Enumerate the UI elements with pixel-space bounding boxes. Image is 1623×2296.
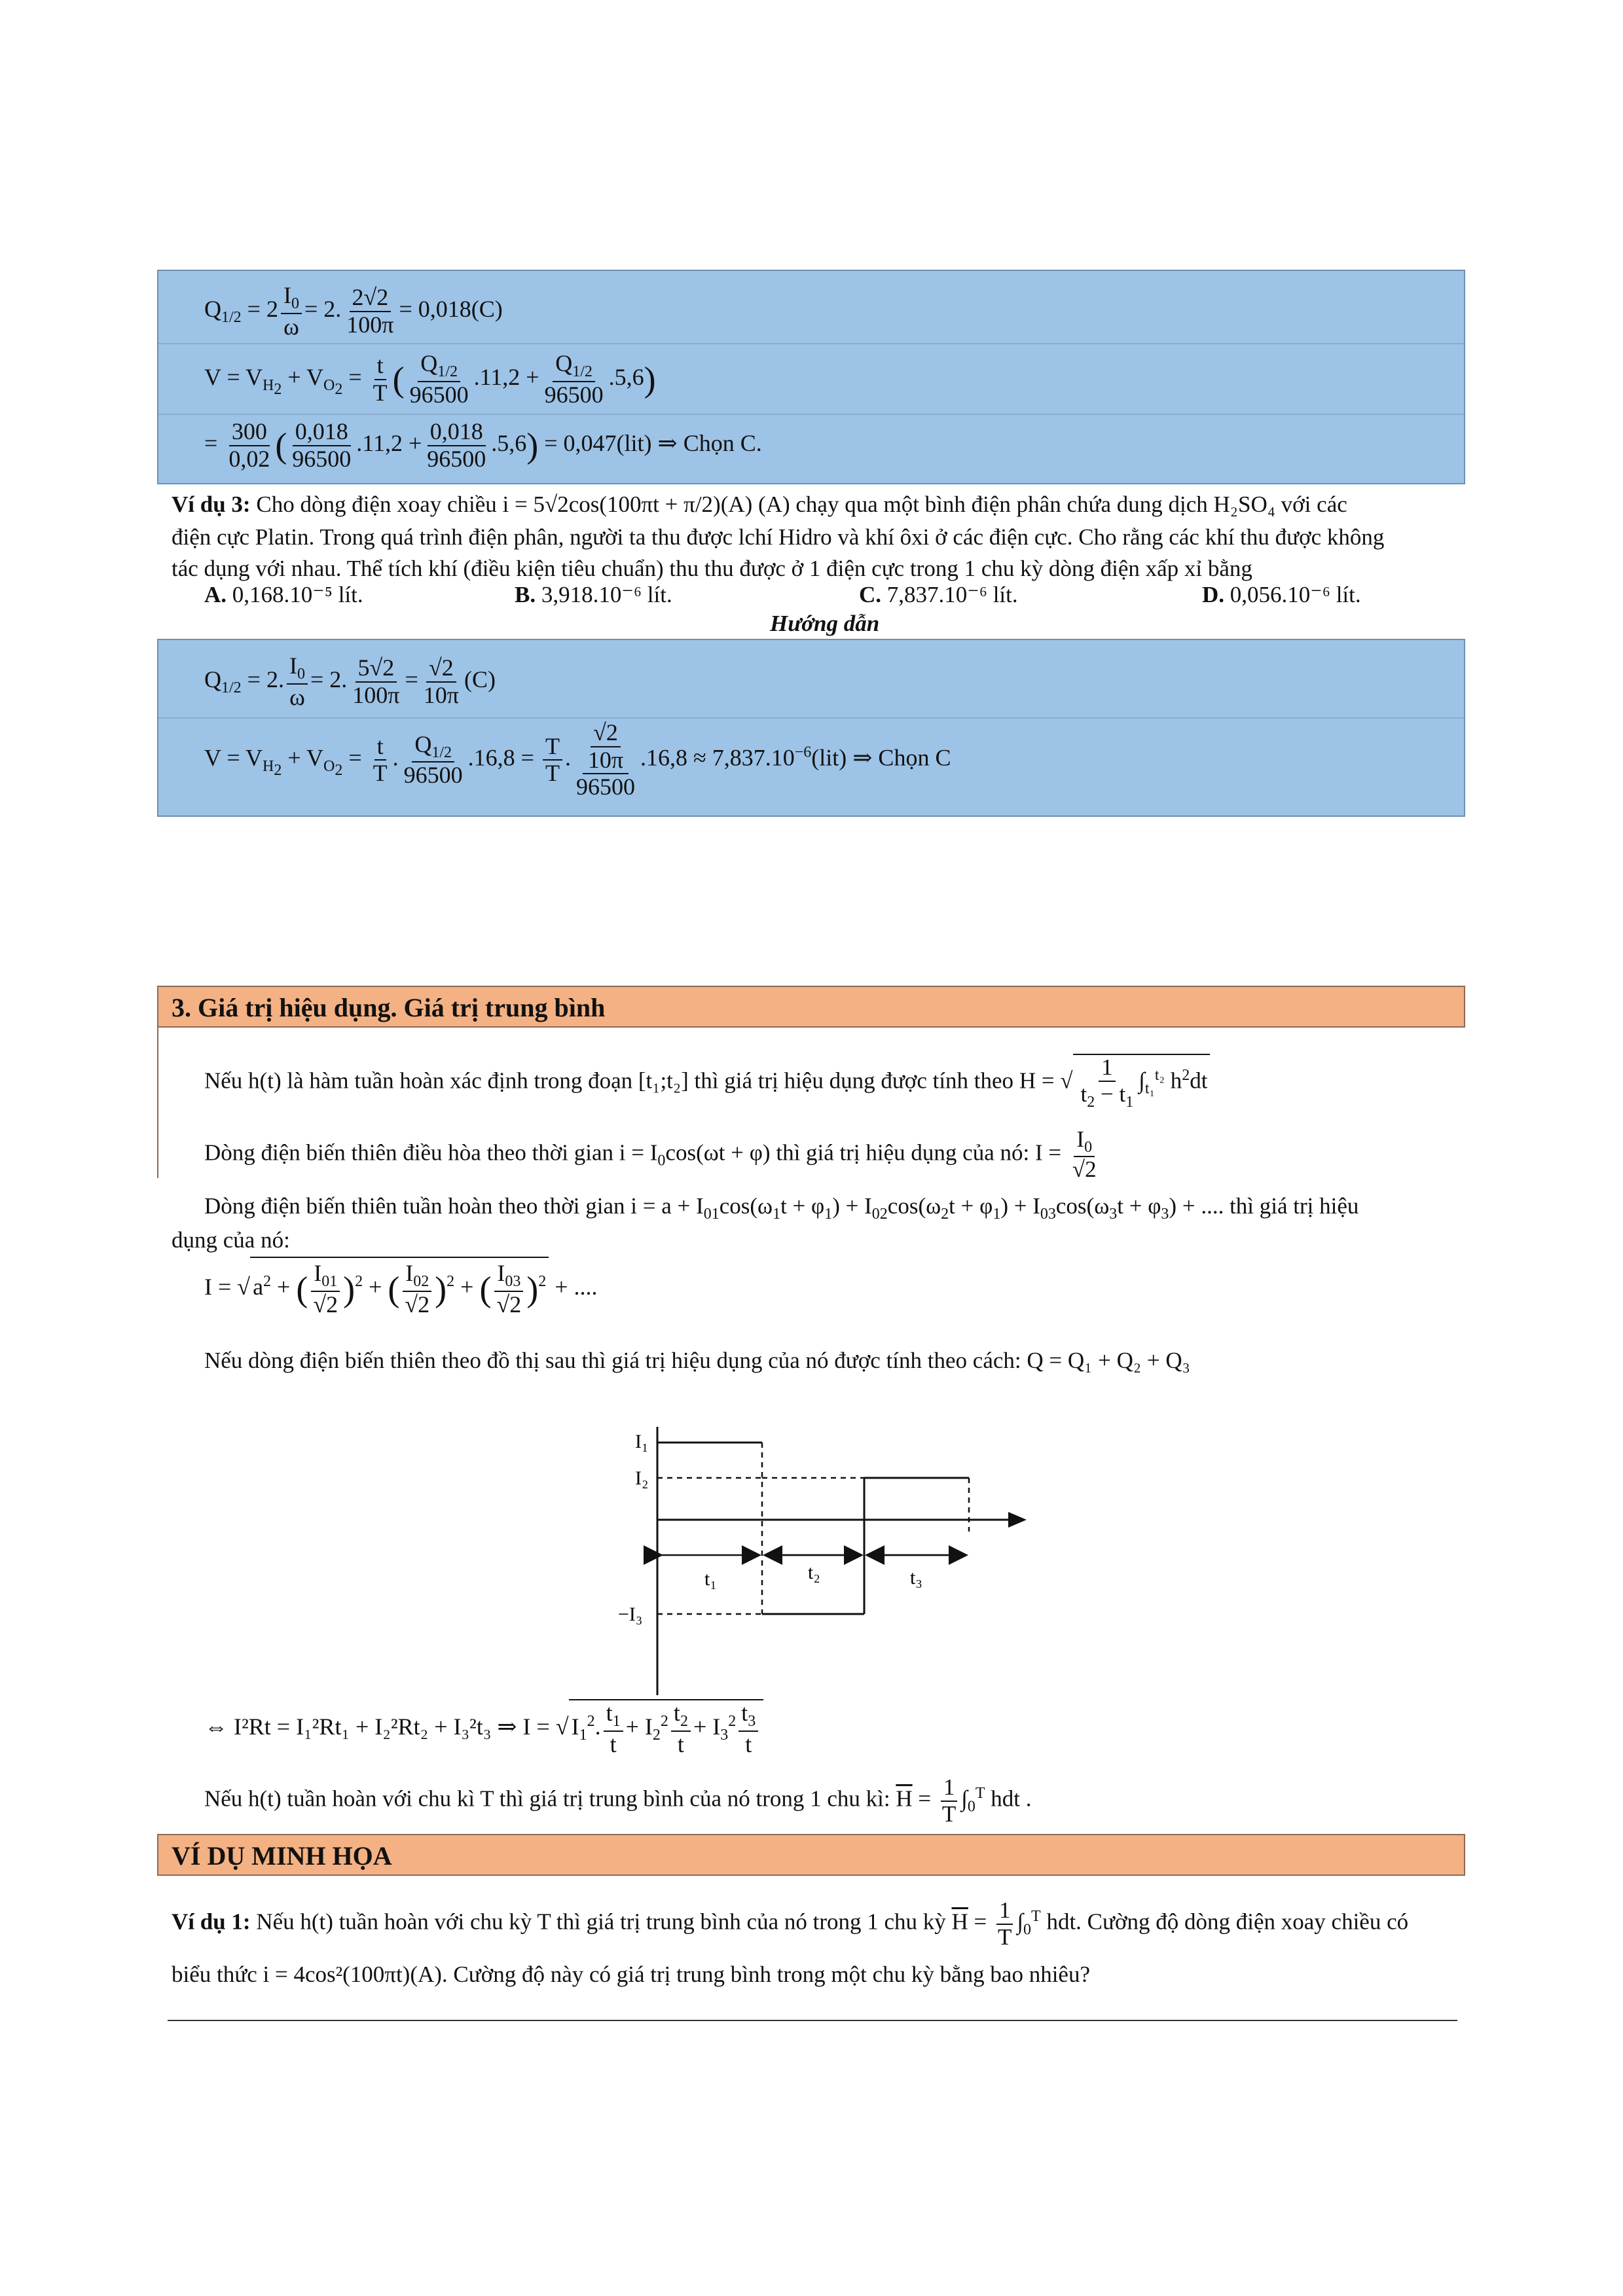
current-step-graph bbox=[589, 1407, 1048, 1695]
section-3-left-border bbox=[157, 1028, 158, 1178]
rms-sum-formula: I = √ $a^2$ + ( $\frac{I_{01}}{√2}$ )$^2$ + ( $\frac{I_{02}}{√2}$ )$^2$ + ( $\frac{I_{03}}{√2}$ )$^2$ + .... bbox=[204, 1257, 598, 1318]
label-i1: I₁ bbox=[635, 1431, 649, 1452]
label-i2: I₂ bbox=[635, 1467, 649, 1489]
previous-solution-box bbox=[157, 270, 1465, 484]
option-c: C. 7,837.10⁻⁶ lít. bbox=[859, 582, 1018, 607]
example3-solution-line-1: $Q_{1/2} = 2$. $\frac{I_0}{\omega}$ = 2. $\frac{5√2}{100\pi}$ = $\frac{√2}{10\pi}$ (C) bbox=[204, 653, 496, 710]
example3-line2: điện cực Platin. Trong quá trình điện phân, người ta thu được lchí Hidro và khí ôxi ở các điện cực. Cho rằng các khí thu được không bbox=[172, 524, 1385, 550]
x-axis-arrow bbox=[1008, 1512, 1027, 1528]
section3-p3c: dụng của nó: bbox=[172, 1227, 290, 1253]
example3-line3: tác dụng với nhau. Thể tích khí (điều kiện tiêu chuẩn) thu thu được ở 1 điện cực trong 1 chu kỳ dòng điện xấp xỉ bằng bbox=[172, 556, 1252, 581]
example3-solution-line-2: $V = V_{H_2} + V_{O_2}$ = $\frac{t}{T}$ . $\frac{Q_{1/2}}{96500}$ .16,8 = $\frac{T}{T}$ . $\frac{\frac{√2}{10\pi}}{96500}$ $.16,8 \approx 7,837.10^{-6}(lit)$ ⇒ Chọn C bbox=[204, 719, 951, 800]
label-t3: t₃ bbox=[910, 1567, 922, 1588]
example3-solution-box bbox=[157, 639, 1465, 817]
examples-heading: VÍ DỤ MINH HỌA bbox=[157, 1834, 1465, 1876]
option-b: B. 3,918.10⁻⁶ lít. bbox=[515, 582, 672, 607]
solution-line-3: = $\frac{300}{0,02}$ ( $\frac{0,018}{96500}$ .11,2 + $\frac{0,018}{96500}$ .5,6) = 0,047(lit) ⇒ Chọn C. bbox=[204, 418, 762, 472]
section3-p6: Nếu h(t) tuần hoàn với chu kì T thì giá trị trung bình của nó trong 1 chu kì: $\overline{H}$ = $\frac{1}{T}$ $\int_0^T$ hdt . bbox=[204, 1774, 1032, 1827]
section3-p4: Nếu dòng điện biến thiên theo đồ thị sau thì giá trị hiệu dụng của nó được tính theo cách: Q = Q₁ + Q₂ + Q₃ bbox=[204, 1348, 1190, 1373]
label-i3: −I₃ bbox=[618, 1604, 643, 1625]
solution-line-1: $Q_{1/2} = 2$ $\frac{I_0}{\omega}$ = 2. $\frac{2√2}{100\pi}$ = 0,018(C) bbox=[204, 282, 503, 340]
page-bottom-rule bbox=[168, 2020, 1457, 2021]
example1-line2: biểu thức i = 4cos²(100πt)(A). Cường độ này có giá trị trung bình trong một chu kỳ bằng bao nhiêu? bbox=[172, 1962, 1090, 1987]
option-a: A. 0,168.10⁻⁵ lít. bbox=[204, 582, 363, 607]
option-d: D. 0,056.10⁻⁶ lít. bbox=[1202, 582, 1361, 607]
guide-heading: Hướng dẫn bbox=[770, 611, 880, 636]
section-3-heading: 3. Giá trị hiệu dụng. Giá trị trung bình bbox=[157, 986, 1465, 1028]
example3-line1: Ví dụ 3: Cho dòng điện xoay chiều i = 5√2cos(100πt + π/2)(A) (A) chạy qua một bình điện phân chứa dung dịch H₂SO₄ với các bbox=[172, 492, 1347, 517]
rms-step-formula: ⇔ I²Rt = I₁²Rt₁ + I₂²Rt₂ + I₃²t₃ ⇒ I = √ $I_1^2$. $\frac{t_1}{t}$ + $I_2^2$ $\frac{t_2}{t}$ + $I_3^2$ $\frac{t_3}{t}$ bbox=[204, 1699, 763, 1757]
section3-p1: Nếu h(t) là hàm tuần hoàn xác định trong đoạn [t₁;t₂] thì giá trị hiệu dụng được tính theo H = √ $\frac{1}{t_2 - t_1}$ $\int_{t_1}^{t_2}$ $h^2dt$ bbox=[204, 1054, 1210, 1111]
solution-line-2: $V = V_{H_2} + V_{O_2}$ = $\frac{t}{T}$ ( $\frac{Q_{1/2}}{96500}$ .11,2 + $\frac{Q_{1/2}}{96500}$ .5,6) bbox=[204, 350, 656, 408]
label-t1: t₁ bbox=[704, 1568, 717, 1590]
section3-p2: Dòng điện biến thiên điều hòa theo thời gian $i = I_0\cos(\omega t + \varphi)$ thì giá trị hiệu dụng của nó: I = $\frac{I_0}{√2}$ bbox=[204, 1126, 1097, 1183]
example1-line1: Ví dụ 1: Nếu h(t) tuần hoàn với chu kỳ T thì giá trị trung bình của nó trong 1 chu kỳ $\overline{H}$ = $\frac{1}{T}$ $\int_0^T$ hdt. Cường độ dòng điện xoay chiều có bbox=[172, 1897, 1409, 1950]
label-t2: t₂ bbox=[808, 1562, 820, 1583]
section3-p3: Dòng điện biến thiên tuần hoàn theo thời gian $i = a + I_{01}\cos(\omega_1t + \varphi_1) + I_{02}\cos(\omega_2t + \varphi_1) + I_{03}\cos(\omega_3t + \varphi_3)$ + .... thì giá trị hiệu bbox=[204, 1193, 1359, 1223]
